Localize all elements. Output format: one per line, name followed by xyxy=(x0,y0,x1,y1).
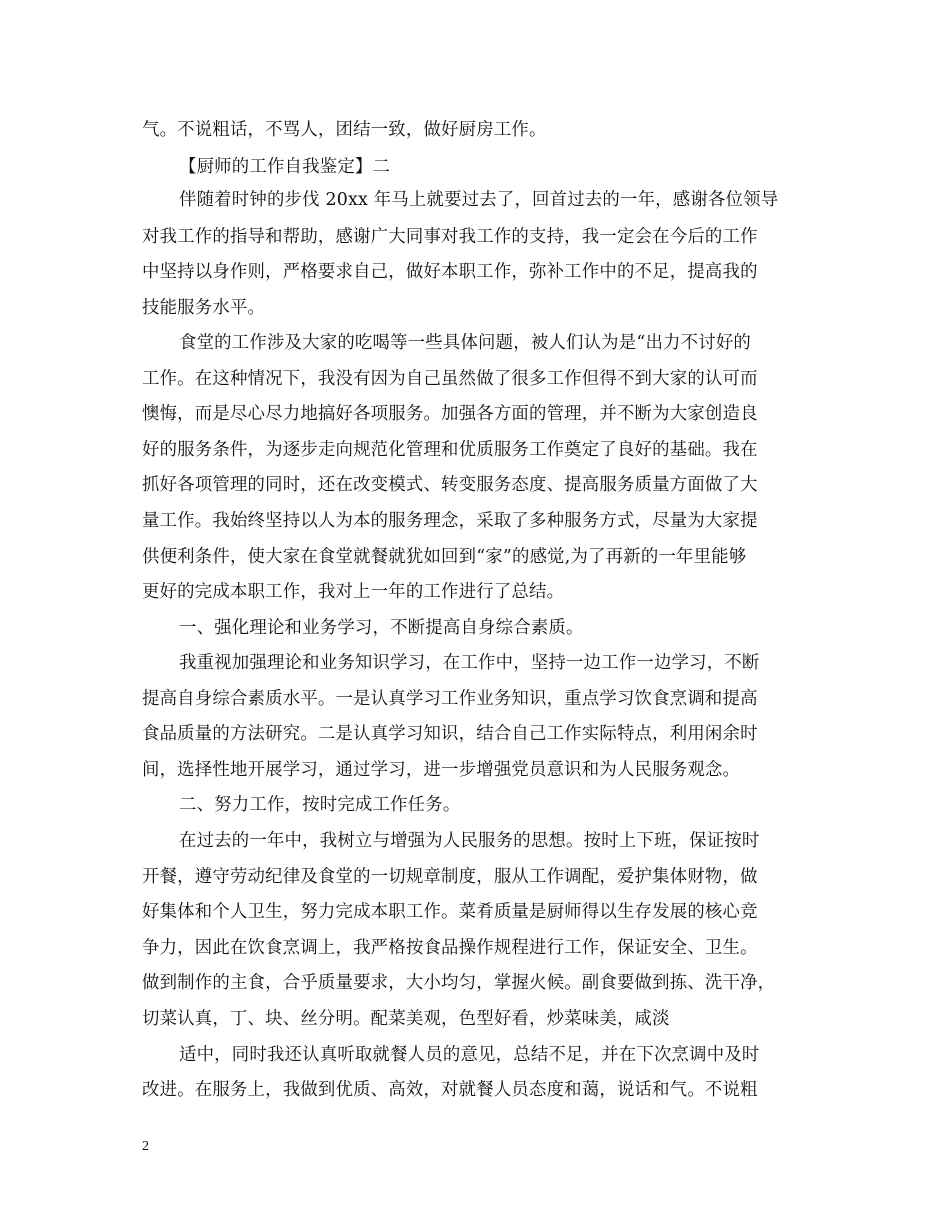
text-line: 工作。在这种情况下，我没有因为自己虽然做了很多工作但得不到大家的认可而 xyxy=(142,369,758,389)
text-line: 伴随着时钟的步伐 20xx 年马上就要过去了，回首过去的一年，感谢各位领导 xyxy=(179,190,779,210)
section-heading: 【厨师的工作自我鉴定】二 xyxy=(179,157,391,177)
text-line: 争力，因此在饮食烹调上，我严格按食品操作规程进行工作，保证安全、卫生。 xyxy=(142,938,758,958)
text-line: 气。不说粗话，不骂人，团结一致，做好厨房工作。 xyxy=(142,120,547,140)
text-line: 供便利条件，使大家在食堂就餐就犹如回到“家”的感觉,为了再新的一年里能够 xyxy=(142,547,747,567)
text-line: 食堂的工作涉及大家的吃喝等一些具体问题，被人们认为是“出力不讨好的 xyxy=(179,333,751,353)
text-line: 抓好各项管理的同时，还在改变模式、转变服务态度、提高服务质量方面做了大 xyxy=(142,475,758,495)
text-line: 懊悔，而是尽心尽力地搞好各项服务。加强各方面的管理，并不断为大家创造良 xyxy=(142,404,758,424)
page-number: 2 xyxy=(142,1139,149,1154)
section-heading: 二、努力工作，按时完成工作任务。 xyxy=(179,795,461,815)
text-line: 间，选择性地开展学习，通过学习，进一步增强党员意识和为人民服务观念。 xyxy=(142,760,741,780)
text-line: 提高自身综合素质水平。一是认真学习工作业务知识，重点学习饮食烹调和提高 xyxy=(142,689,758,709)
text-line: 开餐，遵守劳动纪律及食堂的一切规章制度，服从工作调配，爱护集体财物，做 xyxy=(142,867,758,887)
text-line: 我重视加强理论和业务知识学习，在工作中，坚持一边工作一边学习，不断 xyxy=(179,653,760,673)
text-line: 做到制作的主食，合乎质量要求，大小均匀，掌握火候。副食要做到拣、洗干净， xyxy=(142,973,776,993)
text-line: 中坚持以身作则，严格要求自己，做好本职工作，弥补工作中的不足，提高我的 xyxy=(142,262,758,282)
text-line: 在过去的一年中，我树立与增强为人民服务的思想。按时上下班，保证按时 xyxy=(179,831,760,851)
text-line: 好的服务条件，为逐步走向规范化管理和优质服务工作奠定了良好的基础。我在 xyxy=(142,440,758,460)
text-line: 技能服务水平。 xyxy=(142,298,266,318)
text-line: 量工作。我始终坚持以人为本的服务理念，采取了多种服务方式，尽量为大家提 xyxy=(142,511,758,531)
text-line: 更好的完成本职工作，我对上一年的工作进行了总结。 xyxy=(142,582,565,602)
text-line: 切菜认真，丁、块、丝分明。配菜美观，色型好看，炒菜味美，咸淡 xyxy=(142,1009,670,1029)
text-line: 适中，同时我还认真听取就餐人员的意见，总结不足，并在下次烹调中及时 xyxy=(179,1045,760,1065)
text-line: 对我工作的指导和帮助，感谢广大同事对我工作的支持，我一定会在今后的工作 xyxy=(142,227,758,247)
text-line: 食品质量的方法研究。二是认真学习知识，结合自己工作实际特点，利用闲余时 xyxy=(142,724,758,744)
text-line: 好集体和个人卫生，努力完成本职工作。菜肴质量是厨师得以生存发展的核心竞 xyxy=(142,902,758,922)
section-heading: 一、强化理论和业务学习，不断提高自身综合素质。 xyxy=(179,618,584,638)
text-line: 改进。在服务上，我做到优质、高效，对就餐人员态度和蔼，说话和气。不说粗 xyxy=(142,1080,758,1100)
